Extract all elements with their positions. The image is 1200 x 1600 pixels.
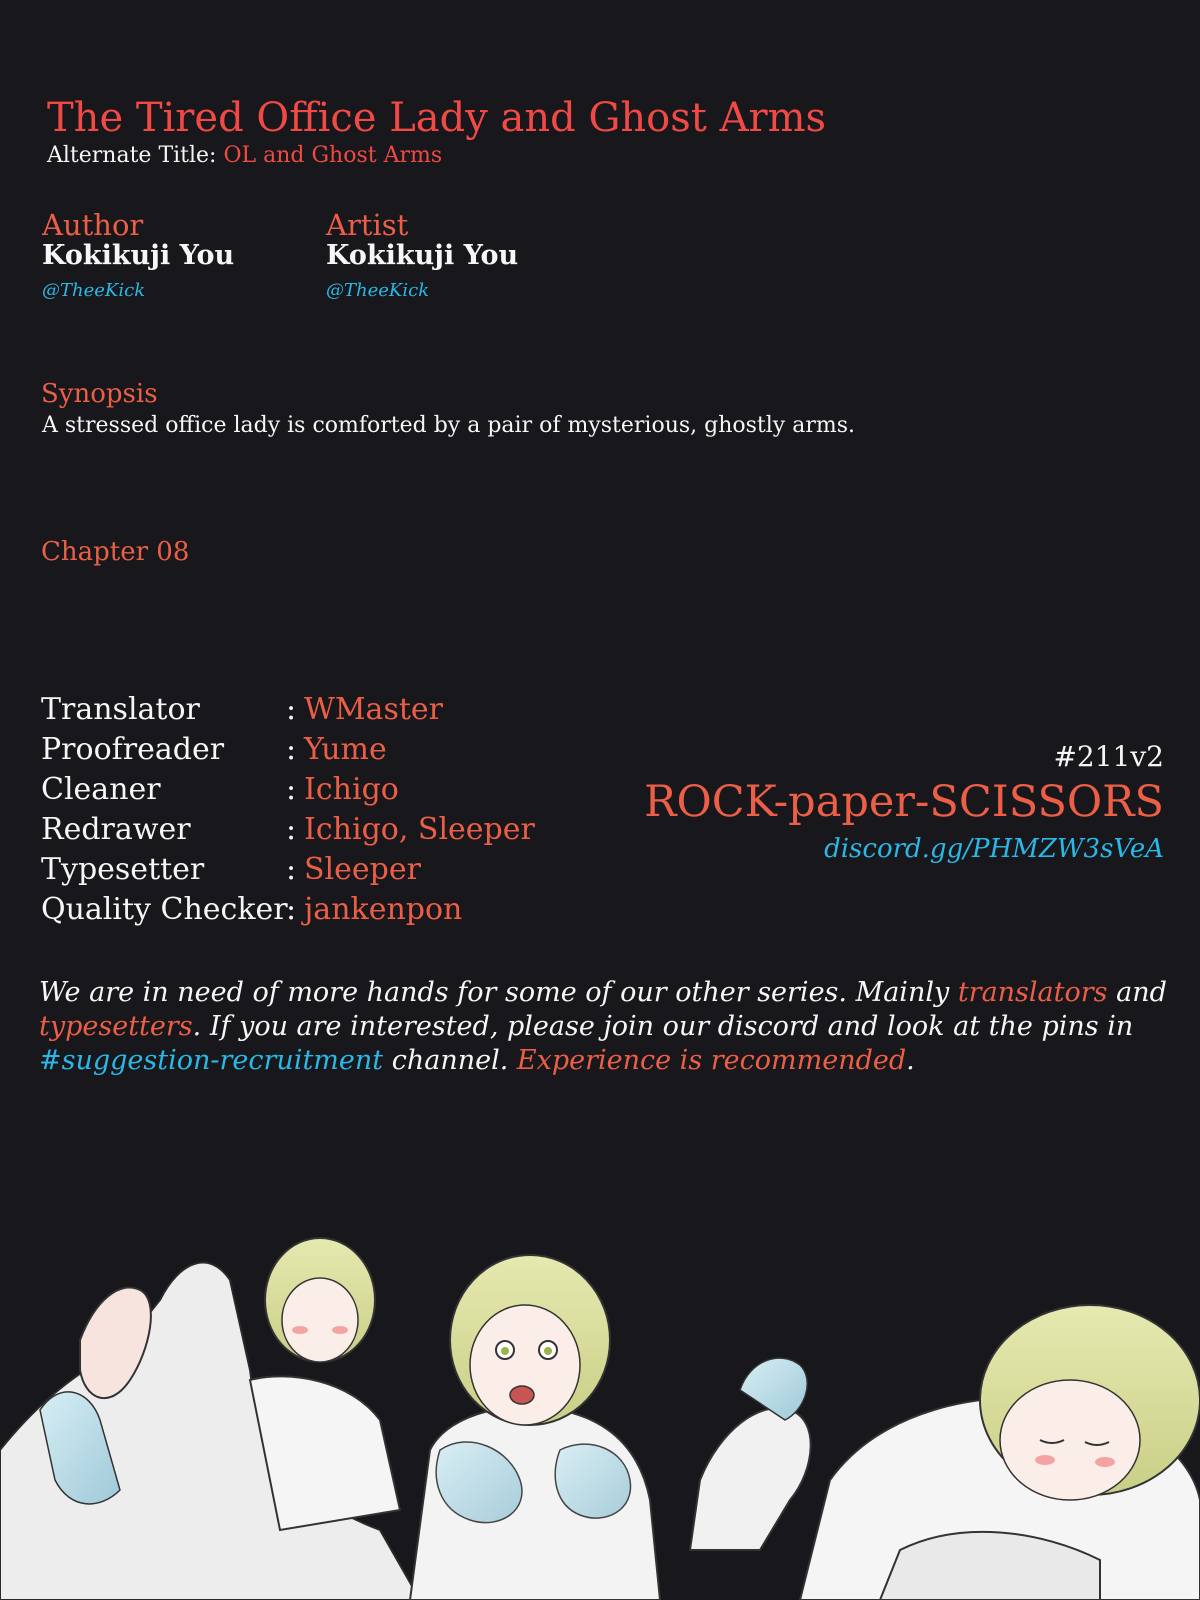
credit-role: Cleaner	[41, 772, 161, 807]
credits-list	[41, 690, 601, 930]
manga-illustration	[0, 1150, 1200, 1600]
left-panel-figure	[0, 1238, 420, 1600]
recruitment-line	[39, 1010, 1169, 1044]
credit-separator: :	[286, 772, 297, 807]
right-panel-figure	[690, 1305, 1200, 1600]
recruitment-highlight: Experience is recommended	[516, 1045, 907, 1076]
credit-role: Typesetter	[41, 852, 205, 887]
recruitment-text: .	[906, 1045, 915, 1076]
credit-row-quality-checker	[41, 890, 601, 930]
series-title: The Tired Office Lady and Ghost Arms	[47, 95, 827, 141]
recruitment-line	[39, 976, 1169, 1010]
recruitment-text: channel.	[383, 1045, 517, 1076]
discord-link[interactable]: discord.gg/PHMZW3sVeA	[824, 834, 1164, 864]
credit-name: Ichigo, Sleeper	[304, 812, 535, 847]
recruitment-highlight: typesetters	[39, 1011, 193, 1042]
credit-name: WMaster	[304, 692, 443, 727]
recruitment-line	[39, 1044, 1169, 1078]
credit-role: Redrawer	[41, 812, 191, 847]
group-name: ROCK-paper-SCISSORS	[644, 777, 1164, 827]
author-handle[interactable]: @TheeKick	[42, 280, 146, 301]
credit-role: Quality Checker	[41, 892, 288, 927]
credit-separator: :	[286, 692, 297, 727]
credit-name: Yume	[304, 732, 387, 767]
credit-row-typesetter	[41, 850, 601, 890]
credit-separator: :	[286, 892, 297, 927]
recruitment-notice	[39, 976, 1169, 1078]
synopsis-label: Synopsis	[41, 379, 158, 409]
credit-separator: :	[286, 732, 297, 767]
group-id: #211v2	[1053, 740, 1164, 773]
recruitment-channel-link[interactable]: #suggestion-recruitment	[39, 1045, 384, 1076]
credit-role: Proofreader	[41, 732, 225, 767]
middle-panel-figure	[410, 1255, 660, 1600]
credit-name: Sleeper	[304, 852, 421, 887]
credit-row-proofreader	[41, 730, 601, 770]
credit-row-redrawer	[41, 810, 601, 850]
author-label: Author	[42, 208, 144, 242]
credit-name: Ichigo	[304, 772, 399, 807]
credit-name: jankenpon	[304, 892, 463, 927]
artist-name: Kokikuji You	[326, 240, 519, 271]
recruitment-text: and	[1107, 977, 1167, 1008]
credit-separator: :	[286, 852, 297, 887]
artist-handle[interactable]: @TheeKick	[326, 280, 430, 301]
recruitment-text: . If you are interested, please join our discord and look at the pins in	[192, 1011, 1134, 1042]
chapter-label: Chapter 08	[41, 537, 190, 567]
author-name: Kokikuji You	[42, 240, 235, 271]
recruitment-highlight: translators	[957, 977, 1108, 1008]
alternate-title-value: OL and Ghost Arms	[223, 143, 443, 168]
alternate-title	[47, 142, 442, 170]
artist-label: Artist	[326, 208, 409, 242]
credit-separator: :	[286, 812, 297, 847]
credit-row-cleaner	[41, 770, 601, 810]
recruitment-text: We are in need of more hands for some of our other series. Mainly	[39, 977, 958, 1008]
credit-row-translator	[41, 690, 601, 730]
credit-role: Translator	[41, 692, 200, 727]
alternate-title-label: Alternate Title:	[47, 143, 224, 168]
synopsis-text: A stressed office lady is comforted by a pair of mysterious, ghostly arms.	[42, 413, 856, 438]
